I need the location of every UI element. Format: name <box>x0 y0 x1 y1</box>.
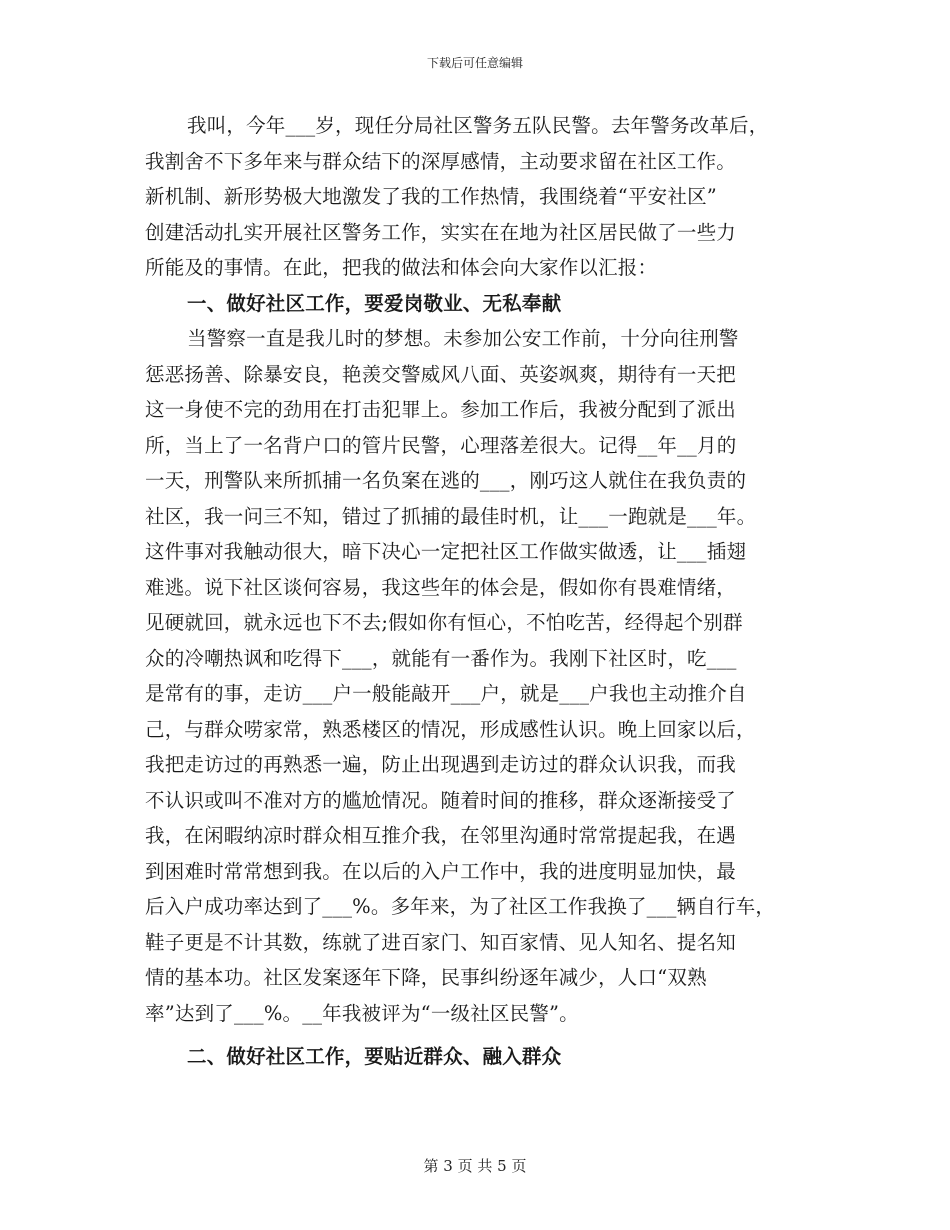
body-line: 难逃。说下社区谈何容易，我这些年的体会是，假如你有畏难情绪， <box>145 575 737 599</box>
document-body <box>145 108 825 1075</box>
body-line: 我叫，今年___岁，现任分局社区警务五队民警。去年警务改革后， <box>187 114 769 137</box>
body-line: 这一身使不完的劲用在打击犯罪上。参加工作后，我被分配到了派出 <box>145 398 737 421</box>
body-line: 己，与群众唠家常，熟悉楼区的情况，形成感性认识。晚上回家以后， <box>145 717 756 741</box>
body-line: 我，在闲暇纳凉时群众相互推介我，在邻里沟通时常常提起我，在遇 <box>145 824 737 847</box>
body-line: 到困难时常常想到我。在以后的入户工作中，我的进度明显加快，最 <box>145 859 737 883</box>
section-heading: 一、做好社区工作，要爱岗敬业、无私奉献 <box>187 291 562 315</box>
page-number: 第 3 页 共 5 页 <box>423 1157 527 1175</box>
body-line: 率”达到了___%。__年我被评为“一级社区民警”。 <box>145 1001 579 1025</box>
body-line: 我把走访过的再熟悉一遍，防止出现遇到走访过的群众认识我，而我 <box>145 753 737 776</box>
body-line: 当警察一直是我儿时的梦想。未参加公安工作前，十分向往刑警 <box>187 327 739 350</box>
body-line: 鞋子更是不计其数，练就了进百家门、知百家情、见人知名、提名知 <box>145 930 737 954</box>
body-line: 惩恶扬善、除暴安良，艳羡交警威风八面、英姿飒爽，期待有一天把 <box>145 362 737 386</box>
body-line: 一天，刑警队来所抓捕一名负案在逃的___，刚巧这人就住在我负责的 <box>145 469 747 492</box>
body-line: 所，当上了一名背户口的管片民警，心理落差很大。记得__年__月的 <box>145 433 737 457</box>
body-line: 后入户成功率达到了___%。多年来，为了社区工作我换了___辆自行车， <box>145 895 776 918</box>
body-line: 新机制、新形势极大地激发了我的工作热情，我围绕着“平安社区” <box>145 185 717 208</box>
section-heading: 二、做好社区工作，要贴近群众、融入群众 <box>187 1045 562 1068</box>
body-line: 情的基本功。社区发案逐年下降，民事纠纷逐年减少，人口“双熟 <box>145 966 707 989</box>
body-line: 不认识或叫不准对方的尴尬情况。随着时间的推移，群众逐渐接受了 <box>145 788 737 812</box>
body-line: 所能及的事情。在此，把我的做法和体会向大家作以汇报： <box>145 256 658 279</box>
page-header-note: 下载后可任意编辑 <box>426 56 523 70</box>
body-line: 众的冷嘲热讽和吃得下___，就能有一番作为。我刚下社区时，吃___ <box>145 646 737 670</box>
body-line: 是常有的事，走访___户一般能敲开___户，就是___户我也主动推介自 <box>145 682 747 705</box>
body-line: 见硬就回，就永远也下不去;假如你有恒心，不怕吃苦，经得起个别群 <box>145 611 743 634</box>
body-line: 这件事对我触动很大，暗下决心一定把社区工作做实做透，让___插翅 <box>145 540 747 563</box>
body-line: 社区，我一问三不知，错过了抓捕的最佳时机，让___一跑就是___年。 <box>145 504 757 528</box>
body-line: 我割舍不下多年来与群众结下的深厚感情，主动要求留在社区工作。 <box>145 149 737 173</box>
body-line: 创建活动扎实开展社区警务工作，实实在在地为社区居民做了一些力 <box>145 220 737 244</box>
